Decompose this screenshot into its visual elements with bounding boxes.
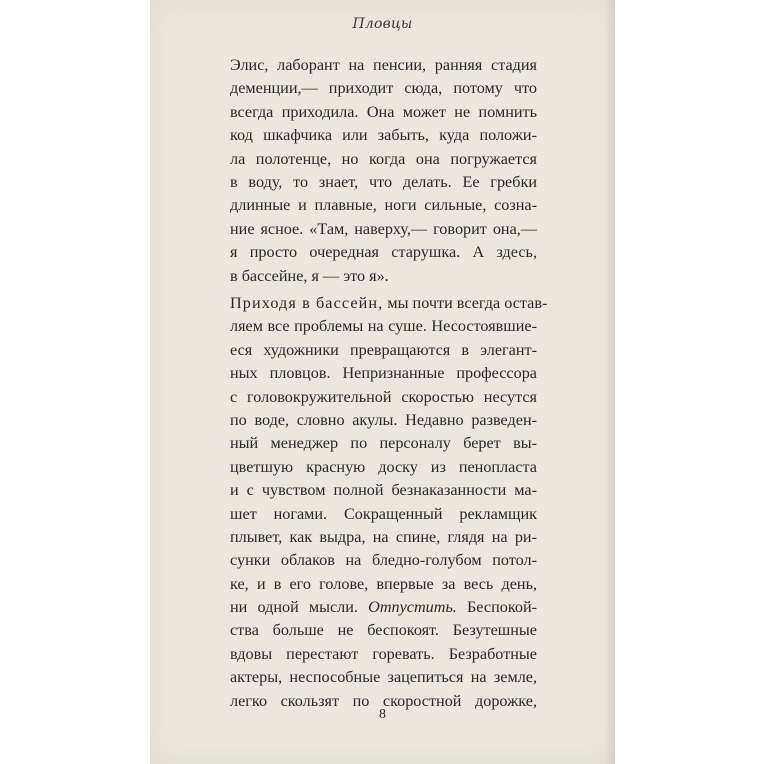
text-line: всегда приходила. Она может не помнить xyxy=(230,102,537,121)
text-line: ла полотенце, но когда она погружается xyxy=(230,149,537,168)
page-number: 8 xyxy=(379,707,386,722)
text-line xyxy=(230,596,537,619)
running-head: Пловцы xyxy=(352,16,413,32)
text-span: Беспокой- xyxy=(467,598,538,617)
text-line: ных пловцов. Непризнанные профессора xyxy=(230,364,537,383)
text-line: ке, и в его голове, впервые за весь день, xyxy=(230,574,537,593)
text-line: ляем все проблемы на суше. Несостоявшие- xyxy=(230,317,537,336)
text-line: с головокружительной скоростью несутся xyxy=(230,387,537,406)
text-line: ства больше не беспокоят. Безутешные xyxy=(230,621,537,640)
text-line: в воду, то знает, что делать. Ее гребки xyxy=(230,172,537,191)
text-line: вдовы перестают горевать. Безработные xyxy=(230,644,537,663)
text-line: деменции,— приходит сюда, потому что xyxy=(230,79,537,98)
text-line: Элис, лаборант на пенсии, ранняя стадия xyxy=(230,56,537,74)
text-span: мы почти всегда остав- xyxy=(387,294,548,312)
text-span: ни одной мысли. xyxy=(230,598,358,617)
text-line: код шкафчика или забыть, куда положи- xyxy=(230,126,537,145)
text-line: цветшую красную доску из пенопласта xyxy=(230,457,537,476)
italic-word: Отпустить. xyxy=(368,598,457,617)
text-line: ный менеджер по персоналу берет вы- xyxy=(230,434,537,453)
paragraph-1 xyxy=(230,54,537,288)
book-page xyxy=(150,0,615,764)
text-line: длинные и плавные, ноги сильные, созна- xyxy=(230,196,537,215)
paragraph-2 xyxy=(230,292,548,713)
text-line: я просто очередная старушка. А здесь, xyxy=(230,243,537,262)
text-line: ние ясное. «Там, наверху,— говорит она,— xyxy=(230,219,537,238)
text-line xyxy=(230,292,548,315)
text-line: актеры, неспособные зацепиться на земле, xyxy=(230,668,537,687)
text-line: и с чувством полной безнаказанности ма- xyxy=(230,481,537,500)
lead-in-text: Приходя в бассейн, xyxy=(230,294,384,312)
text-line: сунки облаков на бледно-голубом потол- xyxy=(230,551,537,570)
text-line: легко скользят по скоростной дорожке, xyxy=(230,691,537,710)
text-line: в бассейне, я — это я». xyxy=(230,266,389,285)
text-line: еся художники превращаются в элегант- xyxy=(230,340,537,359)
text-line: по воде, словно акулы. Недавно разведен- xyxy=(230,410,537,429)
text-line: плывет, как выдра, на спине, глядя на ри- xyxy=(230,527,537,546)
text-line: шет ногами. Сокращенный рекламщик xyxy=(230,504,537,523)
